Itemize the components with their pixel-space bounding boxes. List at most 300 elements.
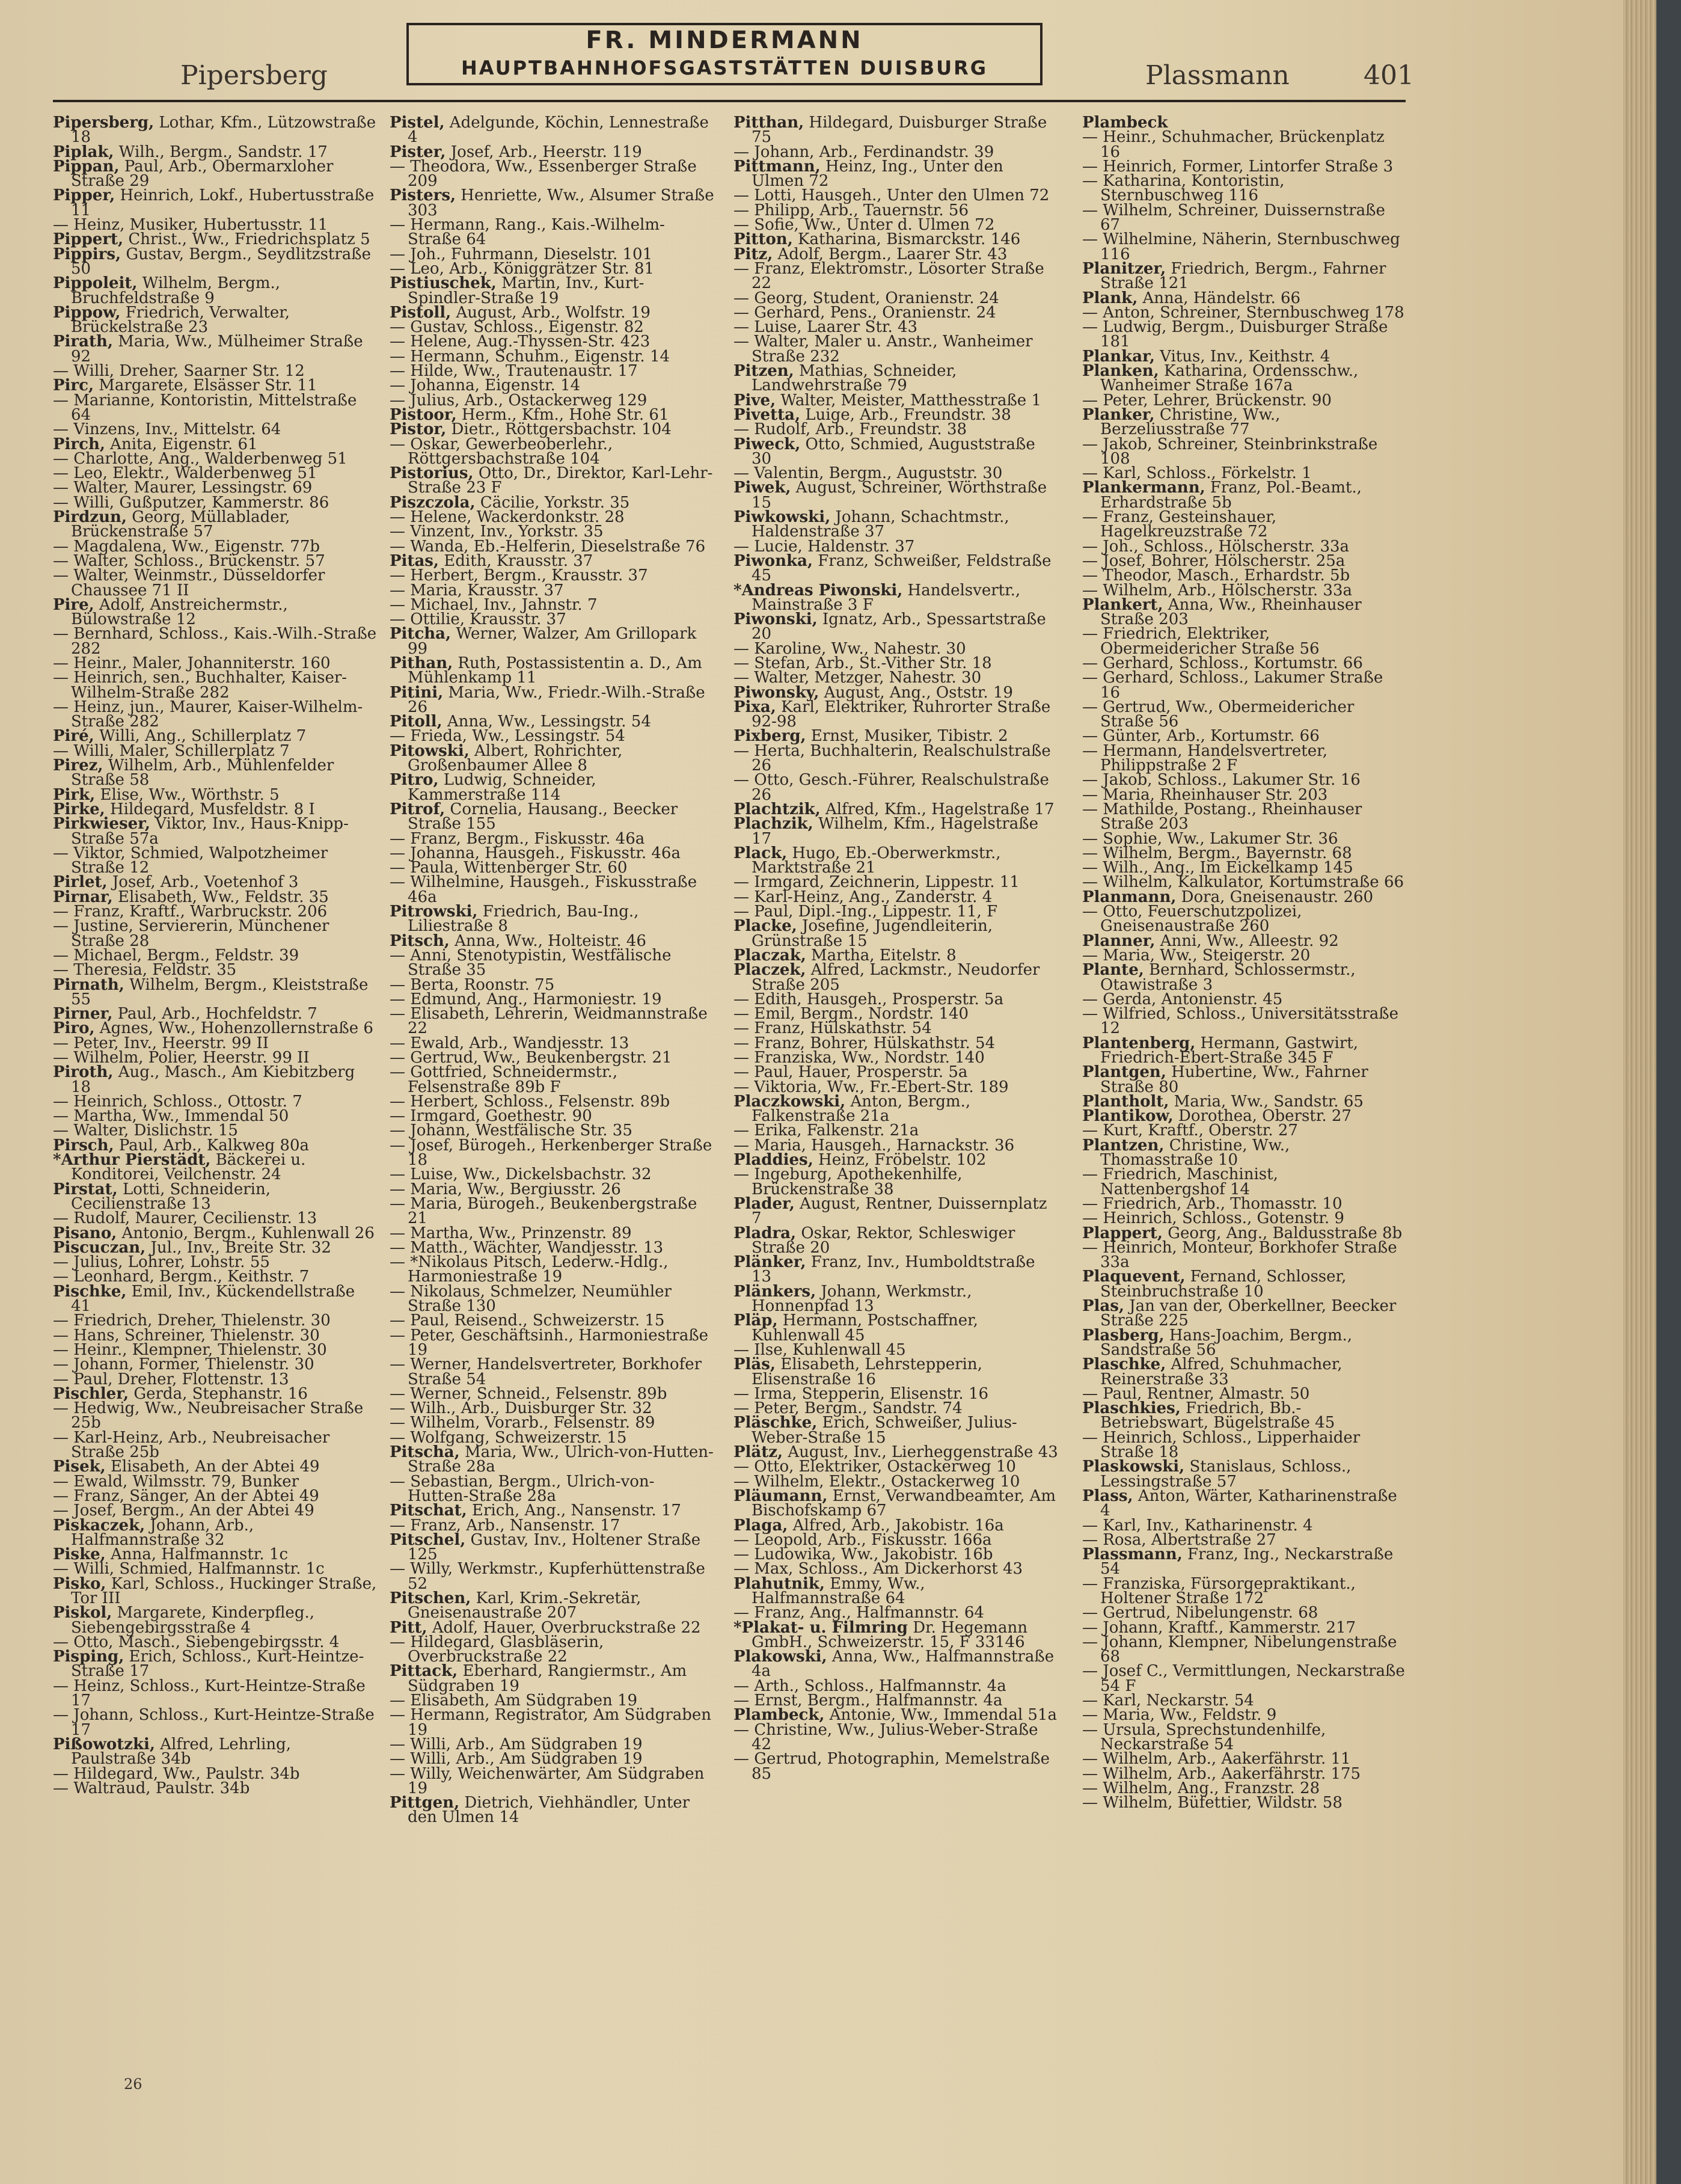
directory-entry [53,305,378,335]
directory-entry [733,1416,1058,1445]
entry-details: — Stefan, Arb., St.-Vither Str. 18 [733,654,992,672]
entry-details: — Paula, Wittenberger Str. 60 [390,859,628,877]
entry-surname: Pitoll, [390,713,442,731]
directory-entry [1082,232,1407,262]
entry-details: Franz, Inv., Humboldtstraße 13 [752,1253,1035,1286]
entry-details: Martha, Eitelstr. 8 [806,946,957,965]
entry-details: — Katharina, Kontoristin, Sternbuschweg 116 [1082,172,1285,205]
directory-entry [53,1708,378,1737]
column-2 [390,115,714,1825]
directory-entry [1082,595,1407,629]
entry-details: — Mathilde, Postang., Rheinhauser Straße 203 [1082,800,1362,833]
entry-surname: Pirsch, [53,1136,114,1155]
ad-line-2: HAUPTBAHNHOFSGASTSTÄTTEN DUISBURG [461,57,988,79]
entry-surname: Pippan, [53,157,120,176]
entry-details: — Ursula, Sprechstundenhilfe, Neckarstraße 54 [1082,1720,1326,1753]
directory-entry [390,276,714,305]
entry-details: — Karl-Heinz, Ang., Zanderstr. 4 [733,888,993,906]
entry-surname: Plaskowski, [1082,1458,1185,1476]
entry-details: Katharina, Ordensschw., Wanheimer Straße 167a [1100,362,1359,395]
entry-details: Anni, Ww., Alleestr. 92 [1155,931,1339,950]
directory-entry [733,583,1058,613]
entry-details: Luige, Arb., Freundstr. 38 [800,405,1011,424]
entry-details: — Anni, Stenotypistin, Westfälische Straße 35 [390,946,672,980]
entry-details: — Helene, Aug.-Thyssen-Str. 423 [390,333,651,351]
entry-details: — Berta, Roonstr. 75 [390,975,555,994]
directory-entry [390,656,714,686]
entry-details: — Gerhard, Schloss., Lakumer Straße 16 [1082,669,1383,702]
entry-details: — Friedrich, Elektriker, Obermeidericher Straße 56 [1082,625,1320,658]
entry-surname: Pirstat, [53,1180,118,1198]
entry-details: Gustav, Bergm., Seydlitzstraße 50 [71,245,372,278]
entry-details: Elisabeth, Lehrstepperin, Elisenstraße 16 [752,1355,982,1388]
directory-entry [53,919,378,948]
directory-entry [733,1094,1058,1124]
entry-details: — Heinz, Schloss., Kurt-Heintze-Straße 17 [53,1676,366,1710]
directory-entry [1082,1299,1407,1328]
entry-details: Edith, Krausstr. 37 [438,551,593,570]
entry-details: — Luise, Laarer Str. 43 [733,318,918,337]
directory-entry [53,975,378,1008]
entry-details: — Rosa, Albertstraße 27 [1082,1530,1276,1549]
directory-entry [53,1606,378,1635]
directory-entry [733,1720,1058,1753]
entry-details: — Franz, Hülskathstr. 54 [733,1019,932,1038]
entry-surname: Pitas, [390,551,439,570]
directory-entry [53,758,378,788]
entry-details: Anton, Bergm., Falkenstraße 21a [752,1092,971,1126]
entry-surname: Planmann, [1082,888,1177,906]
entry-details: — Valentin, Bergm., Auguststr. 30 [733,464,1003,483]
directory-entry [1082,510,1407,539]
entry-details: — Walter, Schloss., Brückenstr. 57 [53,551,325,570]
entry-details: — Peter, Bergm., Sandstr. 74 [733,1399,963,1418]
directory-entry [53,627,378,656]
ad-line-1: FR. MINDERMANN [586,26,863,54]
entry-surname: Pirk, [53,785,96,804]
entry-details: — Walter, Weinmstr., Düsseldorfer Chaussee 71 II [53,566,325,600]
entry-surname: Plänkers, [733,1282,816,1301]
entry-details: — Jakob, Schreiner, Steinbrinkstraße 108 [1082,435,1378,468]
entry-details: — Maria, Hausgeh., Harnackstr. 36 [733,1136,1015,1155]
entry-details: — Maria, Bürogeh., Beukenbergstraße 21 [390,1194,697,1228]
entry-surname: *Plakat- u. Filmring [733,1618,908,1637]
directory-entry [390,627,714,656]
entry-surname: Pipper, [53,186,115,205]
entry-details: Elise, Ww., Wörthstr. 5 [95,785,280,804]
entry-details: Anna, Ww., Holteistr. 46 [449,931,646,950]
entry-details: — Gertrud, Nibelungenstr. 68 [1082,1604,1318,1622]
entry-details: — Willi, Arb., Am Südgraben 19 [390,1750,643,1768]
entry-surname: Pladdies, [733,1151,813,1170]
entry-details: — Wolfgang, Schweizerstr. 15 [390,1428,627,1447]
entry-surname: Plankert, [1082,595,1163,614]
directory-entry [390,218,714,247]
entry-details: — Julius, Lohrer, Lohstr. 55 [53,1253,270,1272]
entry-details: — Irmgard, Zeichnerin, Lippestr. 11 [733,873,1020,892]
entry-details: — Marianne, Kontoristin, Mittelstraße 64 [53,391,357,424]
entry-details: — Josef, Bürogeh., Herkenberger Straße 18 [390,1136,712,1170]
entry-surname: Plankar, [1082,347,1155,366]
entry-surname: Plaquevent, [1082,1268,1186,1286]
entry-details: Franz, Ing., Neckarstraße 54 [1100,1545,1394,1578]
entry-surname: Pitschel, [390,1530,466,1549]
entry-details: Dietr., Röttgersbachstr. 104 [446,420,672,439]
entry-details: — Christine, Ww., Julius-Weber-Straße 42 [733,1720,1038,1753]
entry-details: — Gertrud, Photographin, Memelstraße 85 [733,1750,1050,1783]
entry-details: — Heinr., Maler, Johanniterstr. 160 [53,654,331,672]
entry-details: — Rudolf, Maurer, Cecilienstr. 13 [53,1209,317,1228]
entry-details: Margarete, Elsässer Str. 11 [94,376,317,395]
entry-details: Aug., Masch., Am Kiebitzberg 18 [71,1063,355,1096]
entry-details: — Helene, Wackerdonkstr. 28 [390,508,625,527]
entry-details: Dora, Gneisenaustr. 260 [1176,888,1374,906]
entry-details: Otto, Dr., Direktor, Karl-Lehr-Straße 23 F [408,464,713,497]
header-advertisement [406,23,1043,85]
entry-details: — Wilhelm, Kalkulator, Kortumstraße 66 [1082,873,1404,892]
entry-details: Handelsvertr., Mainstraße 3 F [752,581,1021,614]
entry-surname: Pitscha, [390,1443,460,1462]
entry-surname: Pitini, [390,683,444,702]
entry-details: — Wilhelmine, Hausgeh., Fiskusstraße 46a [390,873,697,906]
entry-details: — Gerhard, Pens., Oranienstr. 24 [733,303,996,322]
entry-details: — Paul, Dreher, Flottenstr. 13 [53,1370,289,1388]
entry-details: — Gerhard, Schloss., Kortumstr. 66 [1082,654,1363,672]
directory-entry [1082,320,1407,349]
entry-details: — Lucie, Haldenstr. 37 [733,537,915,556]
directory-entry [1082,1167,1407,1197]
directory-entry [733,1226,1058,1256]
entry-surname: Piwonsky, [733,683,819,702]
entry-surname: Placzek, [733,961,806,980]
entry-details: — Johann, Westfälische Str. 35 [390,1121,632,1140]
entry-details: Albert, Rohrichter, Großenbaumer Allee 8 [408,741,623,775]
directory-entry [1082,741,1407,775]
entry-surname: Pippoleit, [53,274,138,293]
entry-details: Paul, Arb., Kalkweg 80a [114,1136,310,1155]
directory-entry [390,1357,714,1387]
entry-details: Antonie, Ww., Immendal 51a [824,1706,1057,1725]
entry-details: Viktor, Inv., Haus-Knipp-Straße 57a [71,815,349,848]
entry-details: — Peter, Inv., Heerstr. 99 II [53,1034,269,1052]
directory-entry [733,1618,1058,1651]
directory-entry [53,1153,378,1182]
entry-details: Karl, Krim.-Sekretär, Gneisenaustraße 207 [408,1589,641,1622]
entry-details: Stanislaus, Schloss., Lessingstraße 57 [1100,1458,1352,1491]
entry-details: Margarete, Kinderpfleg., Siebengebirgsstraße 4 [71,1604,314,1637]
directory-entry [53,595,378,629]
entry-surname: Pißowotzki, [53,1735,155,1753]
entry-details: — Edmund, Ang., Harmoniestr. 19 [390,990,662,1008]
entry-details: — Heinrich, Schloss., Lipperhaider Straße 18 [1082,1428,1361,1462]
entry-details: — Wilhelm, Arb., Aakerfährstr. 11 [1082,1750,1351,1768]
entry-details: — Viktoria, Ww., Fr.-Ebert-Str. 189 [733,1078,1009,1096]
entry-details: August, Arb., Wolfstr. 19 [451,303,651,322]
sheet-number: 26 [124,2076,142,2093]
entry-details: — Wanda, Eb.-Helferin, Dieselstraße 76 [390,537,706,556]
entry-surname: Pirez, [53,756,103,775]
entry-details: — Leonhard, Bergm., Keithstr. 7 [53,1268,310,1286]
directory-entry [53,1649,378,1679]
entry-surname: Plante, [1082,961,1144,980]
directory-entry [1082,1401,1407,1431]
directory-entry [733,510,1058,539]
entry-surname: Plakowski, [733,1648,827,1666]
directory-entry [390,188,714,218]
directory-entry [733,1194,1058,1228]
directory-entry [53,1676,378,1710]
entry-details: — Bernhard, Schloss., Kais.-Wilh.-Straße 282 [53,625,377,658]
entry-details: — Ludwig, Bergm., Duisburger Straße 181 [1082,318,1388,351]
directory-entry [1082,700,1407,729]
entry-surname: Pister, [390,143,446,161]
entry-details: — Karl, Inv., Katharinenstr. 4 [1082,1516,1313,1535]
entry-details: Emil, Inv., Kückendellstraße 41 [71,1282,355,1316]
entry-details: — Otto, Gesch.-Führer, Realschulstraße 26 [733,771,1049,804]
entry-surname: Plachtzik, [733,800,821,818]
directory-entry [53,1737,378,1767]
entry-details: Dorothea, Oberstr. 27 [1173,1107,1352,1126]
entry-details: Paul, Arb., Hochfeldstr. 7 [112,1005,317,1023]
entry-surname: Plass, [1082,1486,1133,1505]
column-1 [53,115,378,1796]
entry-details: — Franz, Elektromstr., Lösorter Straße 22 [733,259,1044,293]
directory-entry [733,259,1058,293]
entry-details: — Heinrich, Schloss., Ottostr. 7 [53,1092,302,1111]
entry-details: Adelgunde, Köchin, Lennestraße 4 [408,114,709,147]
entry-surname: Plaschkies, [1082,1399,1181,1418]
entry-details: — Karoline, Ww., Nahestr. 30 [733,639,966,658]
entry-surname: Pläschke, [733,1414,818,1432]
directory-entry [1082,480,1407,510]
entry-details: Adolf, Hauer, Overbruckstraße 22 [427,1618,701,1637]
entry-details: — Heinz, jun., Maurer, Kaiser-Wilhelm-Straße 282 [53,698,363,731]
directory-entry [1082,259,1407,293]
entry-details: Anna, Ww., Halfmannstraße 4a [752,1648,1055,1681]
entry-surname: Pitcha, [390,625,452,643]
entry-details: Mathias, Schneider, Landwehrstraße 79 [752,362,957,395]
directory-entry [1082,1428,1407,1462]
entry-details: — Wilhelmine, Näherin, Sternbuschweg 116 [1082,230,1400,263]
entry-details: — Leo, Elektr., Walderbenweg 51 [53,464,317,483]
entry-surname: Planner, [1082,931,1156,950]
entry-details: — Wilfried, Schloss., Universitätsstraße 12 [1082,1005,1399,1038]
entry-details: Wilhelm, Bergm., Kleiststraße 55 [71,975,369,1008]
entry-details: — Franz, Kraftf., Warbruckstr. 206 [53,903,328,921]
directory-entry [390,1664,714,1693]
entry-details: — Emil, Bergm., Nordstr. 140 [733,1005,969,1023]
directory-entry [390,741,714,775]
entry-details: — Herbert, Schloss., Felsenstr. 89b [390,1092,670,1111]
entry-details: — Wilhelm, Vorarb., Felsenstr. 89 [390,1414,655,1432]
directory-entry [390,875,714,904]
directory-entry [53,1401,378,1431]
entry-details: — Gerda, Antonienstr. 45 [1082,990,1283,1008]
directory-entry [1082,405,1407,439]
entry-details: — Karl-Heinz, Arb., Neubreisacher Straße 25b [53,1428,330,1462]
directory-entry [390,1194,714,1228]
entry-details: Emmy, Ww., Halfmannstraße 64 [752,1574,925,1607]
entry-details: — Joh., Schloss., Hölscherstr. 33a [1082,537,1350,556]
entry-surname: Placzak, [733,946,806,965]
entry-surname: Plahutnik, [733,1574,825,1593]
entry-surname: Pirkwieser, [53,815,150,833]
directory-entry [733,773,1058,802]
entry-details: — Joh., Fuhrmann, Dieselstr. 101 [390,245,653,263]
entry-details: Erich, Ang., Nansenstr. 17 [467,1502,681,1520]
directory-entry [53,1781,378,1796]
entry-details: Anton, Wärter, Katharinenstraße 4 [1100,1486,1397,1520]
entry-details: — Willy, Weichenwärter, Am Südgraben 19 [390,1764,705,1797]
directory-entry [390,1562,714,1591]
directory-entry [390,159,714,189]
entry-details: — Willi, Arb., Am Südgraben 19 [390,1735,643,1753]
entry-details: — Vinzens, Inv., Mittelstr. 64 [53,420,281,439]
entry-surname: Pirc, [53,376,94,395]
entry-details: — Gertrud, Ww., Obermeidericher Straße 56 [1082,698,1355,731]
entry-details: Adolf, Bergm., Laarer Str. 43 [773,245,1008,263]
entry-surname: Plankermann, [1082,479,1205,497]
entry-details: — Josef, Bohrer, Hölscherstr. 25a [1082,551,1346,570]
entry-details: — Maria, Ww., Bergiusstr. 26 [390,1180,621,1198]
entry-details: Ruth, Postassistentin a. D., Am Mühlenkamp 11 [408,654,702,687]
entry-details: — Sebastian, Bergm., Ulrich-von-Hutten-Straße 28a [390,1472,655,1505]
directory-entry [390,802,714,832]
entry-details: — Waltraud, Paulstr. 34b [53,1779,250,1797]
entry-details: — Max, Schloss., Am Dickerhorst 43 [733,1560,1023,1578]
entry-surname: Plaga, [733,1516,788,1535]
entry-details: — Ilse, Kuhlenwall 45 [733,1340,906,1359]
entry-details: Werner, Walzer, Am Grillopark 99 [408,625,697,658]
entry-details: — Heinrich, Former, Lintorfer Straße 3 [1082,157,1394,176]
directory-entry [733,1649,1058,1679]
directory-entry [390,1328,714,1358]
entry-surname: Pisko, [53,1574,106,1593]
entry-details: — Walter, Maurer, Lessingstr. 69 [53,479,313,497]
entry-details: — Johann, Klempner, Nibelungenstraße 68 [1082,1633,1397,1666]
entry-surname: Planken, [1082,362,1159,381]
entry-details: Friedrich, Bau-Ing., Liliestraße 8 [408,903,639,936]
entry-surname: Pistoll, [390,303,452,322]
directory-entry [733,551,1058,585]
directory-entry [53,247,378,277]
directory-entry [53,334,378,364]
directory-entry [53,1284,378,1314]
entry-surname: Piwkowski, [733,508,831,527]
directory-entry [390,683,714,716]
directory-entry [1082,1269,1407,1299]
entry-details: Johann, Werkmstr., Honnenpfad 13 [752,1282,972,1316]
directory-entry [1082,1720,1407,1753]
entry-surname: Pistiuschek, [390,274,497,293]
entry-surname: Piwek, [733,479,791,497]
column-3 [733,115,1058,1781]
entry-details: — Willi, Gußputzer, Kammerstr. 86 [53,493,329,512]
entry-surname: Plader, [733,1194,795,1213]
entry-details: Anita, Eigenstr. 61 [105,435,258,453]
directory-entry [1082,627,1407,656]
directory-entry [1082,963,1407,992]
entry-details: — Ingeburg, Apothekenhilfe, Brückenstraße 38 [733,1165,963,1198]
entry-details: — Julius, Arb., Ostackerweg 129 [390,391,648,410]
entry-details: — Friedrich, Dreher, Thielenstr. 30 [53,1311,331,1330]
directory-entry [733,700,1058,729]
directory-entry [390,1284,714,1314]
entry-surname: Piroth, [53,1063,114,1082]
directory-entry [390,1635,714,1664]
entry-surname: Pippow, [53,303,121,322]
entry-surname: Plasberg, [1082,1326,1165,1345]
entry-surname: Pistel, [390,114,445,132]
entry-surname: Pittack, [390,1662,458,1681]
entry-details: — Willi, Schmied, Halfmannstr. 1c [53,1560,325,1578]
entry-details: — Hermann, Schuhm., Eigenstr. 14 [390,347,670,366]
entry-details: — Karl, Neckarstr. 54 [1082,1692,1254,1710]
header-rule [53,100,1406,102]
entry-surname: Placke, [733,917,797,936]
entry-details: — Heinz, Musiker, Hubertusstr. 11 [53,216,328,235]
entry-details: Johann, Arb., Halfmannstraße 32 [71,1516,254,1549]
entry-surname: Pitschen, [390,1589,471,1607]
entry-surname: Piscuczan, [53,1238,146,1257]
entry-details: Vitus, Inv., Keithstr. 4 [1154,347,1330,366]
entry-surname: Piskaczek, [53,1516,145,1535]
entry-details: — Gertrud, Ww., Beukenbergstr. 21 [390,1049,672,1067]
entry-details: — Sofie, Ww., Unter d. Ulmen 72 [733,216,995,235]
entry-surname: Pitschat, [390,1502,467,1520]
directory-entry [53,1574,378,1607]
entry-details: — Johann, Arb., Ferdinandstr. 39 [733,143,994,161]
directory-entry [53,700,378,729]
entry-details: Dr. Hegemann GmbH., Schweizerstr. 15, F 33146 [752,1618,1027,1651]
entry-details: — Georg, Student, Oranienstr. 24 [733,289,999,307]
entry-details: Johann, Schachtmstr., Haldenstraße 37 [752,508,1009,541]
entry-surname: *Andreas Piwonski, [733,581,903,600]
entry-details: — Wilhelm, Arb., Aakerfährstr. 175 [1082,1764,1361,1783]
entry-details: — Johanna, Hausgeh., Fiskusstr. 46a [390,844,681,862]
entry-details: Cäcilie, Yorkstr. 35 [475,493,630,512]
directory-entry [53,568,378,598]
entry-surname: Pisek, [53,1458,106,1476]
entry-details: Franz, Schweißer, Feldstraße 45 [752,551,1052,585]
entry-details: Friedrich, Bb.-Betriebswart, Bügelstraße 45 [1100,1399,1335,1432]
entry-details: Heinrich, Lokf., Hubertusstraße 11 [71,186,375,219]
entry-details: August, Rentner, Duissernplatz 7 [752,1194,1047,1228]
directory-entry [733,334,1058,364]
entry-details: Agnes, Ww., Hohenzollernstraße 6 [94,1019,373,1038]
entry-details: — Ewald, Wilmsstr. 79, Bunker [53,1472,299,1491]
entry-details: — Leo, Arb., Königgrätzer Str. 81 [390,259,655,278]
entry-details: Ernst, Musiker, Tibistr. 2 [806,727,1008,746]
entry-details: — Elisabeth, Lehrerin, Weidmannstraße 22 [390,1005,708,1038]
entry-details: — Werner, Handelsvertreter, Borkhofer Straße 54 [390,1355,702,1388]
page-number: 401 [1364,60,1414,91]
entry-details: — Franziska, Fürsorgepraktikant., Holtener Straße 172 [1082,1574,1356,1607]
entry-details: Wilhelm, Arb., Mühlenfelder Straße 58 [71,756,334,790]
directory-entry [53,846,378,876]
entry-details: Willi, Ang., Schillerplatz 7 [94,727,307,746]
entry-surname: Pitro, [390,771,439,790]
entry-surname: Pisping, [53,1648,124,1666]
entry-surname: Piré, [53,727,94,746]
entry-details: — Heinrich, Monteur, Borkhofer Straße 33a [1082,1238,1397,1272]
entry-details: Adolf, Anstreichermstr., Bülowstraße 12 [71,595,288,629]
entry-details: — Karl, Schloss., Förkelstr. 1 [1082,464,1312,483]
entry-details: — Friedrich, Arb., Thomasstr. 10 [1082,1194,1343,1213]
directory-entry [1082,364,1407,393]
directory-entry [390,437,714,467]
directory-entry [1082,1065,1407,1094]
